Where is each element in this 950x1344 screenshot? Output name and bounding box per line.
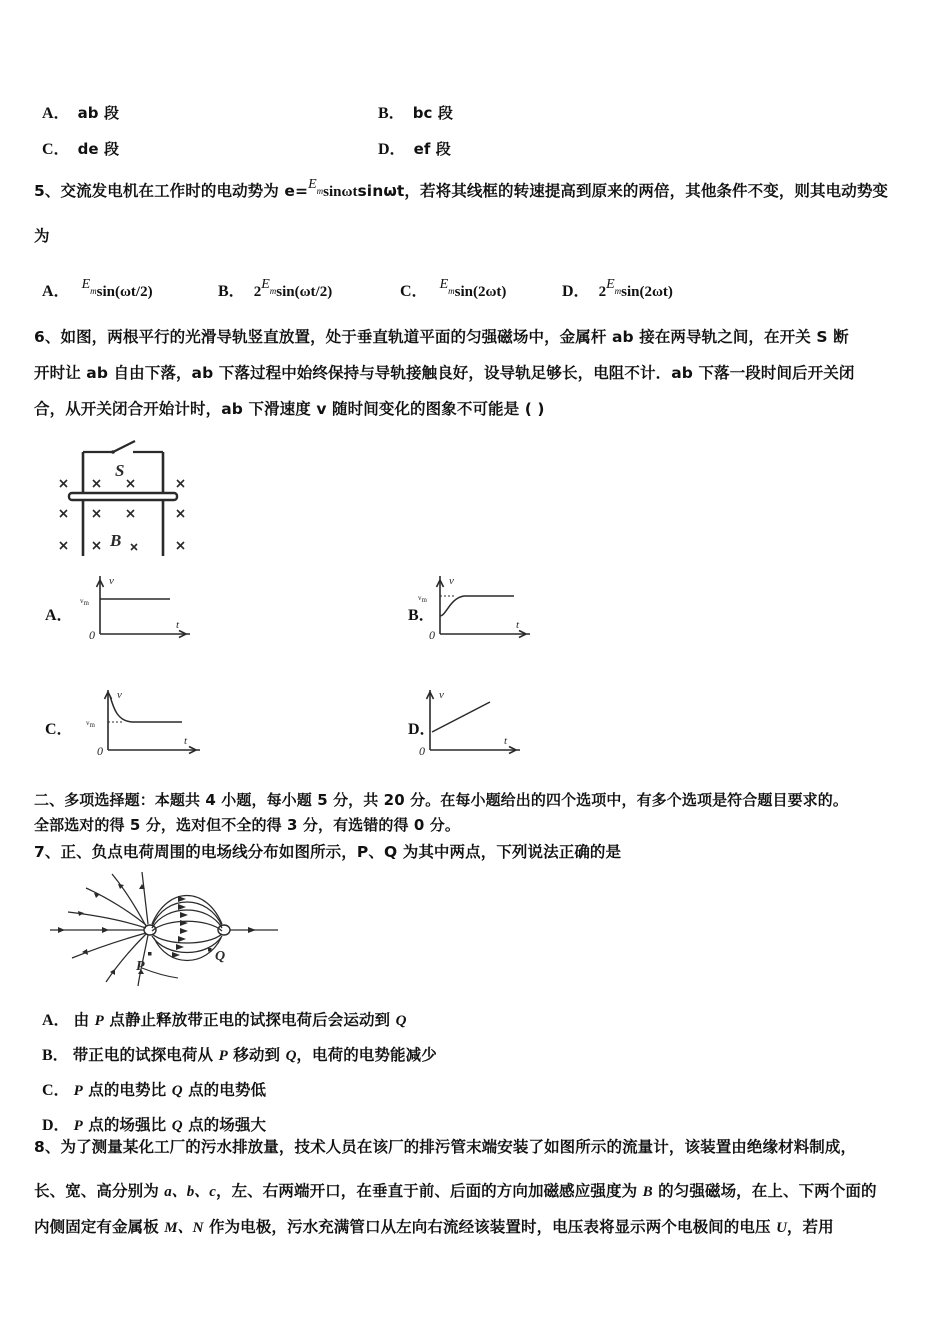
q5-option-c-expr: sin(2ωt) xyxy=(454,284,507,300)
section2-line2: 全部选对的得 5 分，选对但不全的得 3 分，有选错的得 0 分。 xyxy=(34,816,460,834)
q5-option-b-letter: B． xyxy=(218,283,245,300)
q5-stem-part1: 5、交流发电机在工作时的电动势为 e= xyxy=(34,182,309,200)
q8-line3-c: ，若用 xyxy=(786,1218,834,1236)
q7-option-d-post: 点的场强大 xyxy=(182,1116,267,1134)
q5-option-a-em: $E_m$ xyxy=(81,277,97,296)
q7-field-lines-figure xyxy=(42,868,282,993)
graph-d-x-label: t xyxy=(504,735,508,747)
graph-c-level-label: $v_m$ xyxy=(86,719,95,729)
q5-option-a-expr: sin(ωt/2) xyxy=(96,284,153,300)
q8-line2-b: ，左、右两端开口，在垂直于前、后面的方向加磁感应强度为 xyxy=(215,1182,643,1200)
q6-graph-c xyxy=(78,680,218,762)
q6-graph-d-letter: D． xyxy=(408,721,436,738)
q4-option-a-letter: A． xyxy=(42,105,70,122)
q4-option-a xyxy=(42,100,119,123)
q5-option-a xyxy=(42,278,153,302)
q5-stem-line2 xyxy=(34,228,50,246)
q5-option-d-em: $E_m$ xyxy=(606,277,622,296)
q4-option-b xyxy=(378,100,453,123)
q7-option-c xyxy=(42,1077,266,1100)
graph-a-y-label: v xyxy=(109,575,114,587)
q7-option-a-var1: P xyxy=(94,1013,104,1029)
graph-d-origin: 0 xyxy=(419,744,425,758)
q6-circuit-figure xyxy=(55,438,235,568)
q7-option-b-mid: 移动到 xyxy=(227,1046,286,1064)
graph-a-origin: 0 xyxy=(89,628,95,642)
q6-graph-c-letter: C． xyxy=(45,721,73,738)
q4-option-d-text: ef 段 xyxy=(413,140,451,158)
q8-line2-a: 长、宽、高分别为 xyxy=(34,1182,165,1200)
graph-c-y-label: v xyxy=(117,689,122,701)
q7-option-d-letter: D． xyxy=(42,1117,70,1134)
q7-option-d xyxy=(42,1112,266,1135)
graph-a-x-label: t xyxy=(176,619,180,631)
field-point-p-label: P xyxy=(136,959,145,974)
q8-line2-vars: a、b、c xyxy=(164,1184,216,1200)
q5-option-d-expr: sin(2ωt) xyxy=(621,284,673,300)
q7-option-c-var2: Q xyxy=(171,1083,183,1099)
q5-stem-line1 xyxy=(34,177,889,202)
q6-graph-b-letter: B． xyxy=(408,607,435,624)
q7-option-d-var1: P xyxy=(73,1118,83,1134)
section2-line1: 二、多项选择题：本题共 4 小题，每小题 5 分，共 20 分。在每小题给出的四个选项中，有多个选项是符合题目要求的。 xyxy=(34,791,848,809)
q6-graph-a xyxy=(78,566,208,646)
q8-stem-line2 xyxy=(34,1180,877,1201)
graph-b-level-label: $v_m$ xyxy=(418,594,427,604)
q7-option-a xyxy=(42,1007,406,1030)
q7-option-c-var1: P xyxy=(73,1083,83,1099)
q5-stem-part2: sinωt，若将其线框的转速提高到原来的两倍，其他条件不变，则其电动势变 xyxy=(357,182,889,200)
q7-option-d-mid: 点的场强比 xyxy=(82,1116,172,1134)
q4-option-d xyxy=(378,136,451,159)
q7-option-a-var2: Q xyxy=(395,1013,407,1029)
q7-option-a-pre: 由 xyxy=(73,1011,95,1029)
q6-graph-d xyxy=(408,680,548,762)
q5-stem-em: $E_m$ xyxy=(308,177,324,196)
q5-option-d xyxy=(562,278,673,302)
graph-c-x-label: t xyxy=(184,735,188,747)
q7-option-b-letter: B． xyxy=(42,1047,69,1064)
q5-option-b-em: $E_m$ xyxy=(261,277,277,296)
graph-c-origin: 0 xyxy=(97,744,103,758)
graph-b-y-label: v xyxy=(449,575,454,587)
q5-stem-sinwt: sinωt xyxy=(323,184,358,200)
q6-stem-line1: 6、如图，两根平行的光滑导轨竖直放置，处于垂直轨道平面的匀强磁场中，金属杆 ab 接在两导轨之间，在开关 S 断 xyxy=(34,328,849,346)
q8-line3-a: 内侧固定有金属板 xyxy=(34,1218,165,1236)
q4-option-c-letter: C． xyxy=(42,141,70,158)
q7-option-d-var2: Q xyxy=(171,1118,183,1134)
q6-stem-line2: 开时让 ab 自由下落，ab 下落过程中始终保持与导轨接触良好，设导轨足够长，电阻不计．ab 下落一段时间后开关闭 xyxy=(34,364,855,382)
q7-option-c-post: 点的电势低 xyxy=(182,1081,267,1099)
q6-graph-a-letter: A． xyxy=(45,607,73,624)
q7-option-c-letter: C． xyxy=(42,1082,70,1099)
graph-b-origin: 0 xyxy=(429,628,435,642)
q6-graph-b xyxy=(408,566,558,646)
q7-option-a-mid: 点静止释放带正电的试探电荷后会运动到 xyxy=(103,1011,396,1029)
q4-option-a-text: ab 段 xyxy=(77,104,120,122)
q5-option-b-coef: 2 xyxy=(253,284,262,300)
q5-stem-line2-text: 为 xyxy=(34,227,50,245)
field-point-q-label: Q xyxy=(215,949,226,964)
q5-option-c xyxy=(400,278,506,302)
q8-stem-line3 xyxy=(34,1216,834,1237)
q7-option-c-mid: 点的电势比 xyxy=(82,1081,172,1099)
graph-a-level-label: $v_m$ xyxy=(80,597,89,607)
q4-option-d-letter: D． xyxy=(378,141,406,158)
q7-stem: 7、正、负点电荷周围的电场线分布如图所示，P、Q 为其中两点，下列说法正确的是 xyxy=(34,843,622,861)
q7-option-b-var1: P xyxy=(218,1048,228,1064)
q8-stem-line1: 8、为了测量某化工厂的污水排放量，技术人员在该厂的排污管末端安装了如图所示的流量计，该装置由绝缘材料制成， xyxy=(34,1138,857,1156)
q8-line3-vars: M、N xyxy=(164,1220,204,1236)
q5-option-c-em: $E_m$ xyxy=(439,277,455,296)
q7-option-a-letter: A． xyxy=(42,1012,70,1029)
q5-option-a-letter: A． xyxy=(42,283,70,300)
q8-line2-varB: B xyxy=(642,1184,653,1200)
q7-option-b xyxy=(42,1042,437,1065)
q7-option-b-var2: Q xyxy=(285,1048,297,1064)
q4-option-b-text: bc 段 xyxy=(412,104,453,122)
q4-option-c xyxy=(42,136,119,159)
q5-option-c-letter: C． xyxy=(400,283,428,300)
q5-option-d-coef: 2 xyxy=(598,284,607,300)
q8-line3-b: 作为电极，污水充满管口从左向右流经该装置时，电压表将显示两个电极间的电压 xyxy=(203,1218,777,1236)
switch-label: S xyxy=(115,461,125,480)
q5-option-d-letter: D． xyxy=(562,283,590,300)
q7-option-b-pre: 带正电的试探电荷从 xyxy=(72,1046,219,1064)
q7-option-b-post: ，电荷的电势能减少 xyxy=(296,1046,437,1064)
field-label: B xyxy=(110,531,122,550)
q6-stem-line3: 合，从开关闭合开始计时，ab 下滑速度 v 随时间变化的图象不可能是 ( ) xyxy=(34,400,545,418)
q5-option-b-expr: sin(ωt/2) xyxy=(276,284,333,300)
q4-option-c-text: de 段 xyxy=(77,140,120,158)
q8-line2-c: 的匀强磁场，在上、下两个面的 xyxy=(652,1182,877,1200)
q4-option-b-letter: B． xyxy=(378,105,405,122)
q8-line3-varU: U xyxy=(776,1220,787,1236)
q5-option-b xyxy=(218,278,332,302)
graph-d-y-label: v xyxy=(439,689,444,701)
graph-b-x-label: t xyxy=(516,619,520,631)
